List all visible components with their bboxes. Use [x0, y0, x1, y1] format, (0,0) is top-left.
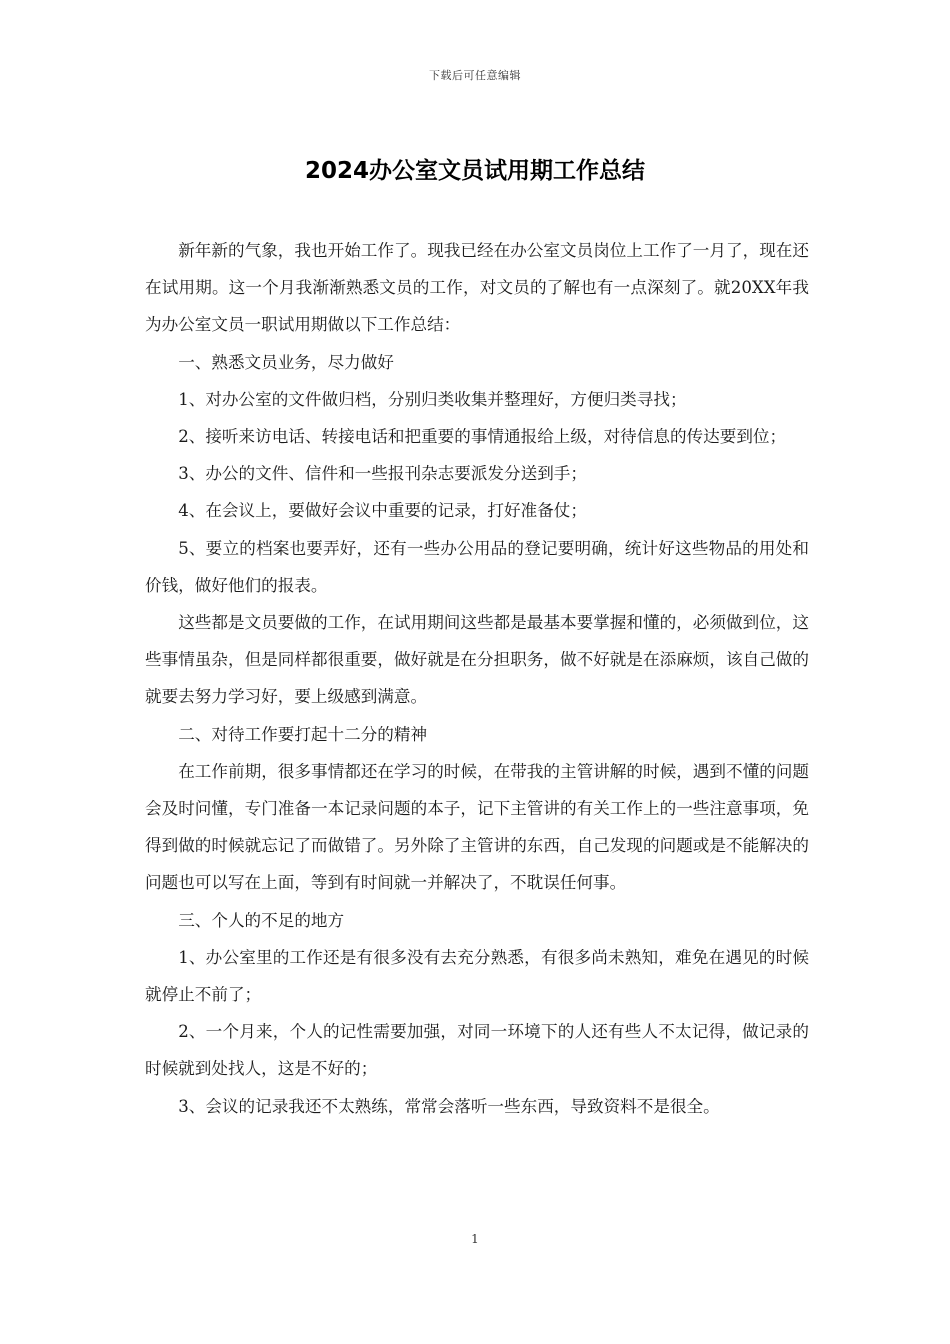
paragraph-section-2: 在工作前期，很多事情都还在学习的时候，在带我的主管讲解的时候，遇到不懂的问题会及时问懂，专门准备一本记录问题的本子，记下主管讲的有关工作上的一些注意事项，免得到做的时候就忘记了而做错了。另外除了主管讲的东西，自己发现的问题或是不能解决的问题也可以写在上面，等到有时间就一并解决了，不耽误任何事。 — [145, 761, 809, 893]
list-item-1-2: 2、接听来访电话、转接电话和把重要的事情通报给上级，对待信息的传达要到位； — [178, 427, 787, 447]
list-item-1-3: 3、办公的文件、信件和一些报刊杂志要派发分送到手； — [178, 464, 587, 484]
document-body — [145, 232, 809, 1125]
paragraph-intro: 新年新的气象，我也开始工作了。现我已经在办公室文员岗位上工作了一月了，现在还在试用期。这一个月我渐渐熟悉文员的工作，对文员的了解也有一点深刻了。就20XX年我为办公室文员一职试用期做以下工作总结： — [145, 241, 809, 335]
list-item-3-2: 2、一个月来，个人的记性需要加强，对同一环境下的人还有些人不太记得，做记录的时候就到处找人，这是不好的； — [145, 1022, 809, 1079]
list-item-1-5: 5、要立的档案也要弄好，还有一些办公用品的登记要明确，统计好这些物品的用处和价钱，做好他们的报表。 — [145, 538, 809, 595]
document-title: 2024办公室文员试用期工作总结 — [304, 158, 645, 184]
page-number: 1 — [471, 1232, 479, 1246]
list-item-3-3: 3、会议的记录我还不太熟练，常常会落听一些东西，导致资料不是很全。 — [178, 1096, 720, 1116]
header-note: 下载后可任意编辑 — [429, 69, 521, 82]
list-item-3-1: 1、办公室里的工作还是有很多没有去充分熟悉，有很多尚未熟知，难免在遇见的时候就停止不前了； — [145, 947, 809, 1005]
list-item-1-1: 1、对办公室的文件做归档，分别归类收集并整理好，方便归类寻找； — [178, 389, 687, 409]
section-heading-1: 一、熟悉文员业务，尽力做好 — [178, 352, 394, 372]
section-heading-3: 三、个人的不足的地方 — [178, 910, 345, 930]
paragraph-summary-1: 这些都是文员要做的工作，在试用期间这些都是最基本要掌握和懂的，必须做到位，这些事情虽杂，但是同样都很重要，做好就是在分担职务，做不好就是在添麻烦，该自己做的就要去努力学习好，要上级感到满意。 — [145, 613, 809, 707]
list-item-1-4: 4、在会议上，要做好会议中重要的记录，打好准备仗； — [178, 501, 587, 521]
section-heading-2: 二、对待工作要打起十二分的精神 — [178, 724, 428, 744]
